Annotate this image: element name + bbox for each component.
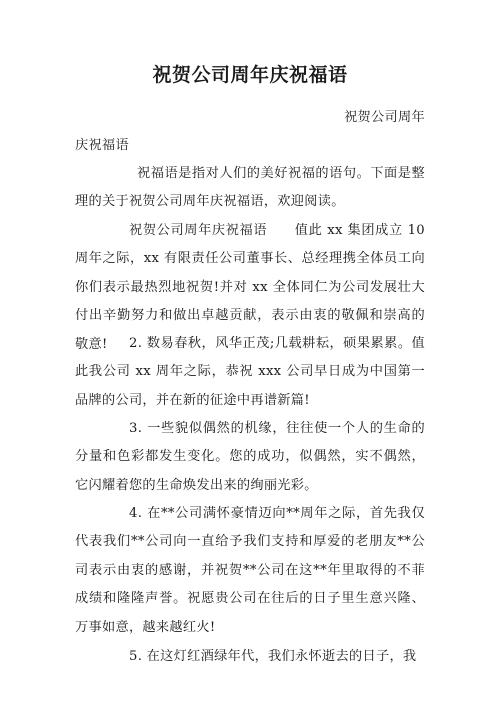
paragraph-3: 3. 一些貌似偶然的机缘，往往使一个人的生命的分量和色彩都发生变化。您的成功，似偶然，实不偶然，它闪耀着您的生命焕发出来的绚丽光彩。 [75, 421, 425, 493]
paragraph-4: 4. 在**公司满怀豪情迈向**周年之际，首先我仅代表我们**公司向一直给予我们支持和厚爱的老朋友**公司表示由衷的感谢，并祝贺**公司在这**年里取得的不菲成绩和隆隆声誉。祝愿贵公司在往后的日子里生意兴隆、万事如意，越来越红火! [75, 506, 425, 635]
paragraph-5: 5. 在这灯红酒绿年代，我们永怀逝去的日子，我 [129, 649, 417, 664]
paragraph-2: 2. 数易春秋，风华正茂;几载耕耘，硕果累累。值此我公司 xx 周年之际，恭祝 xxx 公司早日成为中国第一品牌的公司，并在新的征途中再谱新篇! [75, 336, 425, 408]
document-title: 祝贺公司周年庆祝福语 [152, 64, 348, 86]
header-left-text: 庆祝福语 [75, 138, 129, 153]
paragraph-1: 祝贺公司周年庆祝福语 值此 xx 集团成立 10 周年之际，xx 有限责任公司董事长、总经理携全体员工向你们表示最热烈地祝贺!并对 xx 全体同仁为公司发展壮大付出辛勤努力和做出卓越贡献，表示由衷的敬佩和崇高的敬意! [75, 223, 425, 352]
intro-paragraph: 祝福语是指对人们的美好祝福的语句。下面是整理的关于祝贺公司周年庆祝福语，欢迎阅读。 [75, 166, 425, 210]
header-right-text: 祝贺公司周年 [344, 110, 425, 125]
